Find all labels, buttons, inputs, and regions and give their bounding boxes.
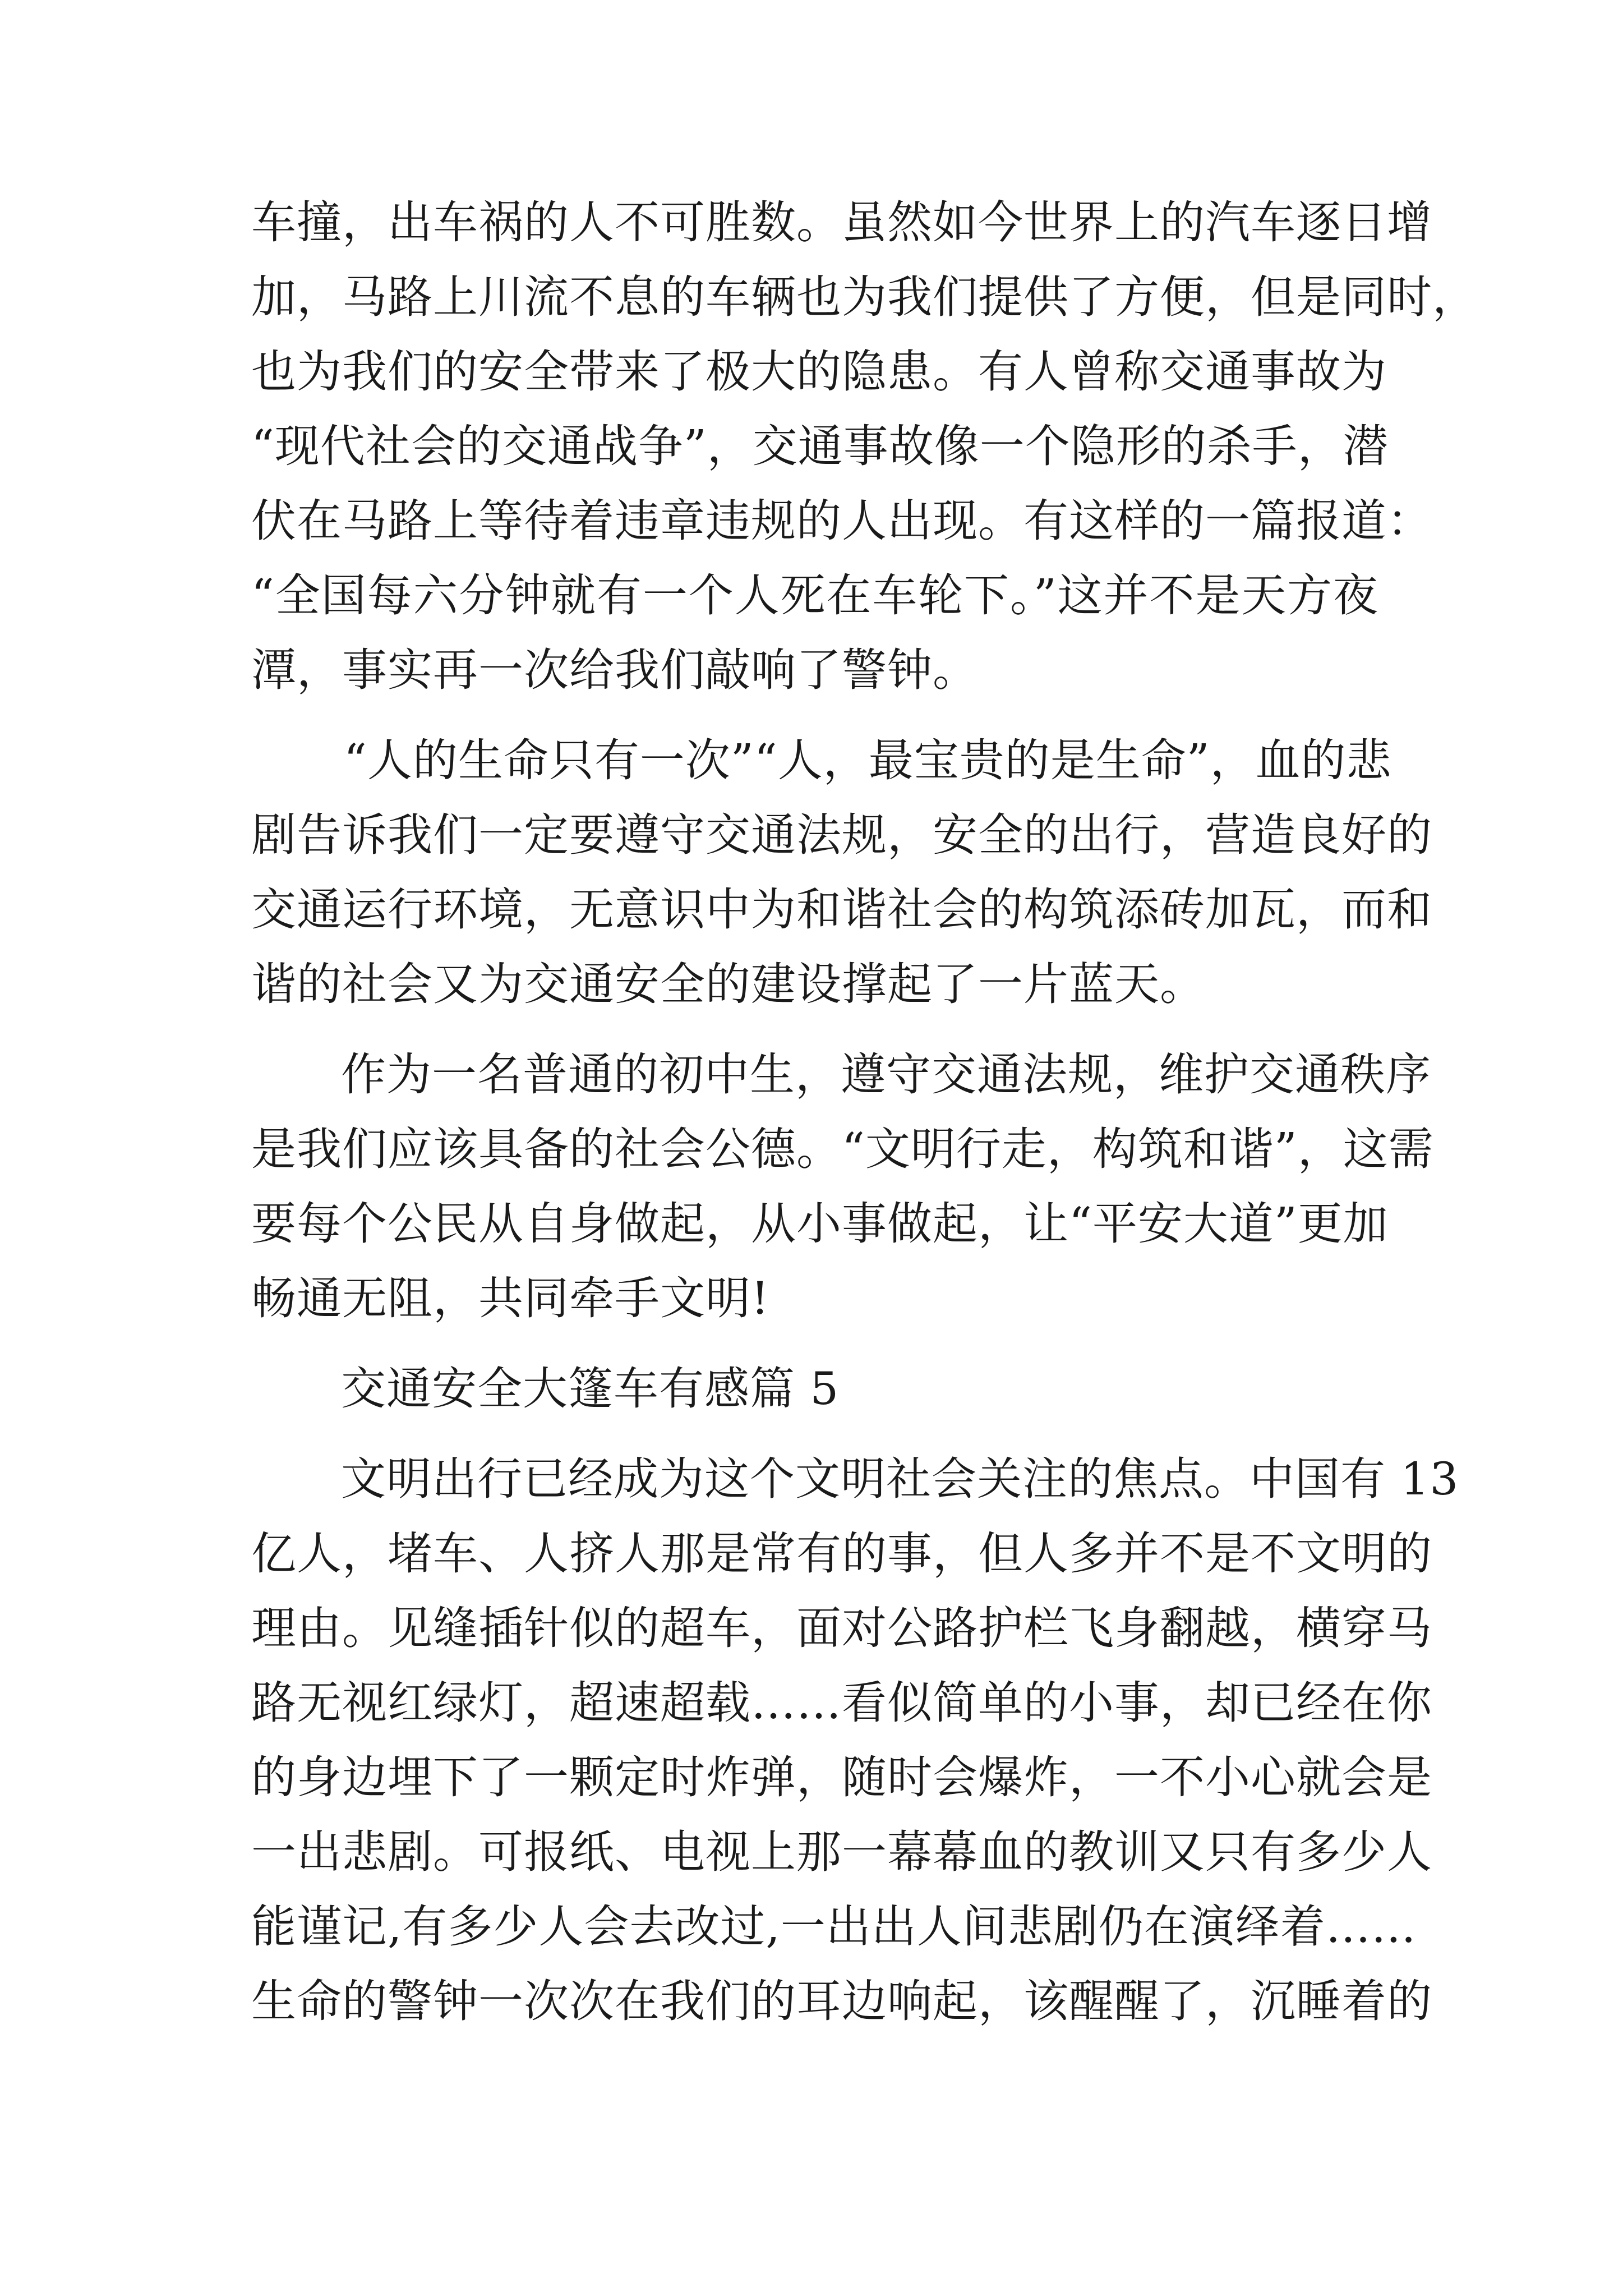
text-line: “全国每六分钟就有一个人死在车轮下。”这并不是天方夜 [251, 569, 1378, 622]
text-line: 交通运行环境，无意识中为和谐社会的构筑添砖加瓦，而和 [251, 884, 1432, 936]
text-line: 畅通无阻，共同牵手文明! [251, 1272, 770, 1324]
text-line: 也为我们的安全带来了极大的隐患。有人曾称交通事故为 [251, 346, 1387, 398]
text-line: “现代社会的交通战争”，交通事故像一个隐形的杀手，潜 [251, 420, 1389, 472]
paragraph-3 [251, 1037, 1434, 1336]
text-line: 车撞，出车祸的人不可胜数。虽然如今世界上的汽车逐日增 [251, 196, 1432, 249]
paragraph-1 [251, 185, 1478, 707]
text-line: 伏在马路上等待着违章违规的人出现。有这样的一篇报道： [251, 495, 1432, 547]
paragraph-5 [251, 1442, 1459, 2039]
document-body [251, 185, 1478, 2039]
text-line: 文明出行已经成为这个文明社会关注的焦点。中国有 13 [341, 1453, 1459, 1505]
text-line: “人的生命只有一次”“人，最宝贵的是生命”，血的悲 [344, 734, 1392, 786]
heading-text: 交通安全大篷车有感篇 5 [341, 1363, 840, 1415]
text-line: 要每个公民从自身做起，从小事做起，让“平安大道”更加 [251, 1198, 1389, 1250]
text-line: 一出悲剧。可报纸、电视上那一幕幕血的教训又只有多少人 [251, 1826, 1432, 1878]
text-line: 亿人，堵车、人挤人那是常有的事，但人多并不是不文明的 [251, 1527, 1432, 1580]
section-heading [251, 1351, 1378, 1426]
text-line: 能谨记,有多少人会去改过,一出出人间悲剧仍在演绎着…… [251, 1901, 1417, 1953]
text-line: 剧告诉我们一定要遵守交通法规，安全的出行，营造良好的 [251, 809, 1432, 861]
text-line: 生命的警钟一次次在我们的耳边响起，该醒醒了，沉睡着的 [251, 1975, 1432, 2027]
text-line: 作为一名普通的初中生，遵守交通法规，维护交通秩序 [341, 1048, 1431, 1101]
text-line: 加，马路上川流不息的车辆也为我们提供了方便，但是同时， [251, 271, 1478, 323]
text-line: 路无视红绿灯，超速超载……看似简单的小事，却已经在你 [251, 1677, 1432, 1729]
text-line: 理由。见缝插针似的超车，面对公路护栏飞身翻越，横穿马 [251, 1602, 1432, 1654]
text-line: 是我们应该具备的社会公德。“文明行走，构筑和谐”，这需 [251, 1123, 1434, 1175]
paragraph-2 [251, 723, 1432, 1022]
text-line: 的身边埋下了一颗定时炸弹，随时会爆炸，一不小心就会是 [251, 1751, 1432, 1803]
text-line: 谐的社会又为交通安全的建设撑起了一片蓝天。 [251, 958, 1205, 1010]
text-line: 潭，事实再一次给我们敲响了警钟。 [251, 644, 978, 696]
